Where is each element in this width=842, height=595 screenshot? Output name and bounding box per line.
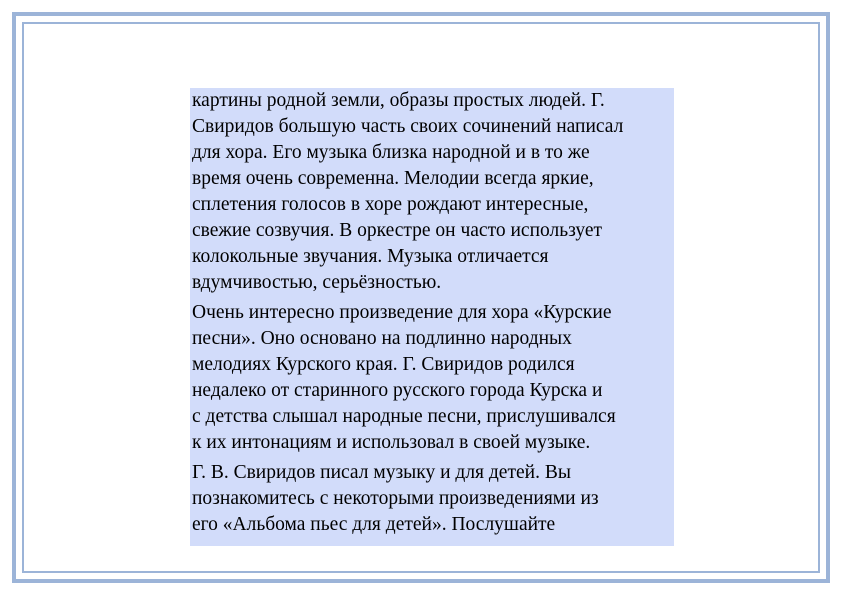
text-line: для хора. Его музыка близка народной и в то же: [192, 142, 590, 163]
paragraph-1: [192, 88, 668, 296]
text-line: сплетения голосов в хоре рождают интересные,: [192, 194, 589, 215]
text-line: недалеко от старинного русского города Курска и: [192, 380, 603, 401]
text-line: познакомитесь с некоторыми произведениями из: [192, 488, 599, 509]
text-line: картины родной земли, образы простых людей. Г.: [192, 90, 605, 111]
text-line: вдумчивостью, серьёзностью.: [192, 272, 442, 293]
text-line: к их интонациям и использовал в своей музыке.: [192, 432, 591, 453]
text-line: Свиридов большую часть своих сочинений написал: [192, 116, 624, 137]
paragraph-3: [192, 460, 668, 538]
text-box: [190, 88, 674, 546]
text-line: песни». Оно основано на подлинно народных: [192, 328, 572, 349]
text-line: Очень интересно произведение для хора «Курские: [192, 302, 612, 323]
text-line: время очень современна. Мелодии всегда яркие,: [192, 168, 594, 189]
text-line: его «Альбома пьес для детей». Послушайте: [192, 514, 556, 535]
text-line: мелодиях Курского края. Г. Свиридов родился: [192, 354, 575, 375]
text-line: свежие созвучия. В оркестре он часто использует: [192, 220, 603, 241]
text-line: с детства слышал народные песни, прислушивался: [192, 406, 616, 427]
text-line: Г. В. Свиридов писал музыку и для детей. Вы: [192, 462, 571, 483]
text-line: колокольные звучания. Музыка отличается: [192, 246, 549, 267]
paragraph-2: [192, 300, 668, 456]
